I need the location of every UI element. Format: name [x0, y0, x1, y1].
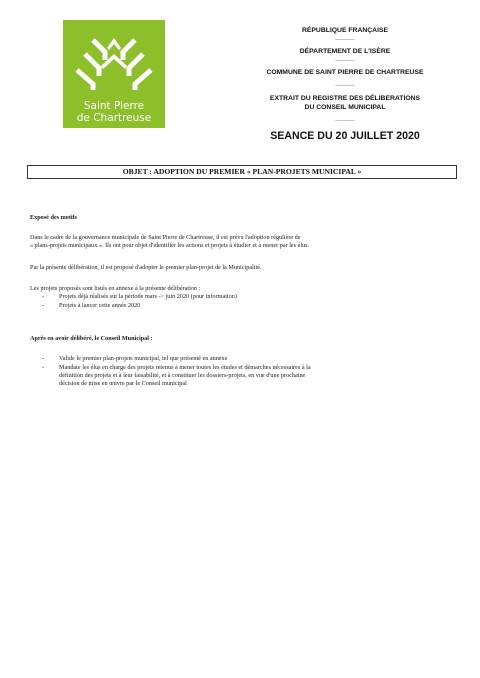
expose-paragraph-2: Par la présente délibération, il est proposé d'adopter le premier plan-projet de la Municipalité.: [30, 264, 262, 271]
list-bullet: -: [42, 302, 45, 309]
municipality-logo: [63, 20, 165, 128]
header-separator-4: _____: [335, 115, 355, 122]
mountain-logo-icon: [63, 20, 165, 100]
decision-heading: Après en avoir délibéré, le Conseil Municipal :: [30, 335, 153, 342]
objet-title: OBJET : ADOPTION DU PREMIER « PLAN-PROJETS MUNICIPAL »: [27, 165, 457, 179]
expose-paragraph-3: Les projets proposés sont listés en annexe à la présente délibération :: [30, 285, 201, 292]
header-separator-3: _____: [335, 80, 355, 87]
list-bullet: -: [42, 364, 45, 371]
logo-text-line2: de Chartreuse: [76, 112, 152, 124]
decision-item-2-line2: définition des projets et à leur faisabilité, et à constituer les dossiers-projets, en vue d'une prochaine: [59, 372, 306, 379]
seance-date: SEANCE DU 20 JUILLET 2020: [270, 130, 420, 142]
logo-text-line1: Saint Pierre: [83, 100, 145, 112]
expose-heading: Exposé des motifs: [30, 214, 78, 221]
list-item-1: Projets déjà réalisés sur la période mars -> juin 2020 (pour information): [59, 293, 237, 300]
expose-paragraph-1-line1: Dans le cadre de la gouvernance municipale de Saint Pierre de Chartreuse, il est prévu l'adoption régulière de: [30, 234, 301, 241]
decision-item-2-line3: décision de mise en œuvre par le Conseil municipal: [59, 380, 187, 387]
expose-paragraph-1-line2: « plans-projets municipaux ». Ils ont pour objet d'identifier les actions et projets à étudier et à mener par les élus.: [30, 242, 310, 249]
header-departement: DÉPARTEMENT DE L'ISÈRE: [299, 48, 391, 55]
decision-item-1: Valide le premier plan-projets municipal, tel que présenté en annexe: [59, 355, 228, 362]
header-extrait-line2: DU CONSEIL MUNICIPAL: [304, 104, 386, 111]
list-item-2: Projets à lancer cette année 2020: [59, 302, 141, 309]
header-separator-2: _____: [335, 55, 355, 62]
decision-item-2-line1: Mandate les élus en charge des projets retenus à mener toutes les études et démarches nécessaires à la: [59, 364, 311, 371]
list-bullet: -: [42, 355, 45, 362]
header-extrait-line1: EXTRAIT DU REGISTRE DES DÉLIBERATIONS: [269, 95, 421, 102]
header-republique: RÉPUBLIQUE FRANÇAISE: [301, 27, 389, 34]
header-commune: COMMUNE DE SAINT PIERRE DE CHARTREUSE: [266, 69, 424, 76]
list-bullet: -: [42, 293, 45, 300]
header-separator-1: _____: [335, 34, 355, 41]
